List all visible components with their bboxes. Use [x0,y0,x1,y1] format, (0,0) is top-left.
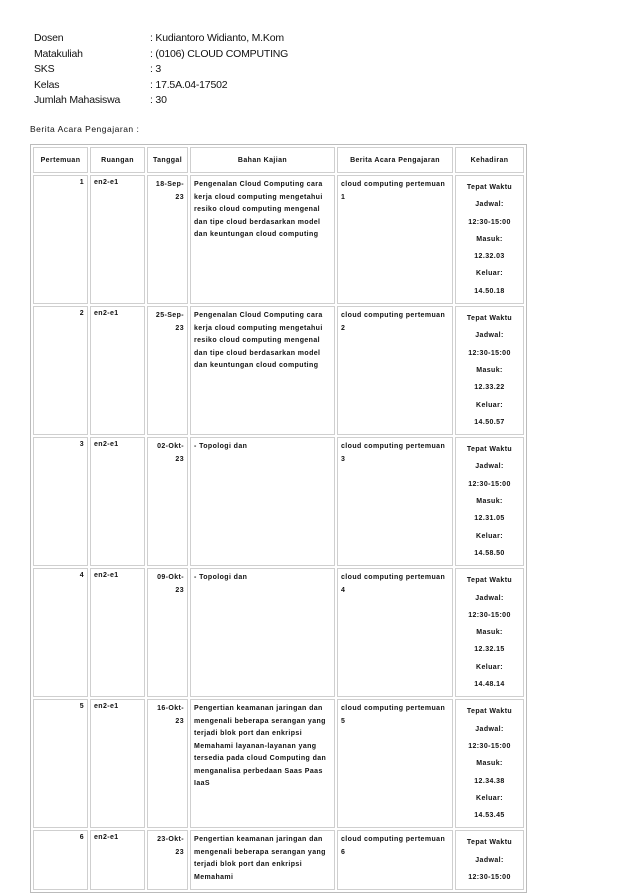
course-info [34,31,288,109]
table-row [33,437,524,566]
cell-tanggal: 02-Okt-23 [147,437,188,566]
cell-ruangan: en2-e1 [90,568,145,697]
schedule-time: 12:30-15:00 [468,742,511,750]
cell-tanggal: 23-Okt-23 [147,830,188,890]
check-in-label: Masuk: [476,498,503,506]
check-in-label: Masuk: [476,366,503,374]
header-kehadiran: Kehadiran [455,147,524,173]
cell-kehadiran [455,830,524,890]
schedule-time: 12:30-15:00 [468,349,511,357]
check-in-label: Masuk: [476,629,503,637]
cell-pertemuan: 5 [33,699,88,828]
cell-ruangan: en2-e1 [90,830,145,890]
header-pertemuan: Pertemuan [33,147,88,173]
info-row-jumlah-mahasiswa [34,93,288,109]
cell-pertemuan: 3 [33,437,88,566]
check-in-time: 12.34.38 [474,777,505,785]
cell-berita-acara: cloud computing pertemuan 5 [337,699,453,828]
info-row-sks [34,62,288,78]
check-in-time: 12.31.05 [474,515,505,523]
cell-pertemuan: 6 [33,830,88,890]
info-value: : 17.5A.04-17502 [150,78,228,91]
info-label: Jumlah Mahasiswa [34,94,121,106]
check-out-label: Keluar: [476,532,503,540]
cell-ruangan: en2-e1 [90,306,145,435]
header-berita-acara: Berita Acara Pengajaran [337,147,453,173]
cell-berita-acara: cloud computing pertemuan 4 [337,568,453,697]
cell-bahan-kajian: Pengenalan Cloud Computing cara kerja cloud computing mengetahui resiko cloud computing mengenal dan tipe cloud berdasarkan model dan keuntungan cloud computing [190,306,335,435]
info-value: : (0106) CLOUD COMPUTING [150,47,289,60]
attendance-status: Tepat Waktu [466,577,513,585]
header-ruangan: Ruangan [90,147,145,173]
cell-kehadiran [455,175,524,304]
table-row [33,568,524,697]
section-title: Berita Acara Pengajaran : [30,124,140,134]
info-value: : 30 [150,94,167,106]
header-tanggal: Tanggal [147,147,188,173]
cell-bahan-kajian: Pengertian keamanan jaringan dan mengenali beberapa serangan yang terjadi blok port dan enkripsi Memahami layanan-layanan yang tersedia pada cloud Computing dan menganalisa perbedaan Saas Paas IaaS [190,699,335,828]
check-in-label: Masuk: [476,235,503,243]
cell-kehadiran [455,699,524,828]
teaching-report-table [30,144,527,893]
info-label: SKS [34,63,55,75]
table-header-row [33,147,524,173]
schedule-label: Jadwal: [475,856,504,864]
attendance-status: Tepat Waktu [466,839,513,847]
info-row-matakuliah [34,47,288,63]
schedule-time: 12:30-15:00 [468,480,511,488]
table-row [33,306,524,435]
cell-ruangan: en2-e1 [90,437,145,566]
schedule-time: 12:30-15:00 [468,873,511,881]
attendance-status: Tepat Waktu [466,446,513,454]
info-value: : Kudiantoro Widianto, M.Kom [150,32,284,44]
check-out-time: 14.50.57 [474,418,505,426]
schedule-label: Jadwal: [475,463,504,471]
check-in-time: 12.32.15 [474,646,505,654]
cell-tanggal: 09-Okt-23 [147,568,188,697]
cell-pertemuan: 4 [33,568,88,697]
check-out-label: Keluar: [476,663,503,671]
info-row-dosen [34,31,288,47]
cell-pertemuan: 1 [33,175,88,304]
cell-kehadiran [455,437,524,566]
bahan-text: Pengertian keamanan jaringan dan mengenali beberapa serangan yang terjadi blok port dan enkripsi Memahami [194,836,326,881]
check-out-time: 14.53.45 [474,812,505,820]
table-row [33,699,524,828]
info-value: : 3 [150,63,162,75]
schedule-label: Jadwal: [475,201,504,209]
cell-tanggal: 18-Sep-23 [147,175,188,304]
info-label: Kelas [34,78,60,91]
check-in-time: 12.33.22 [474,384,505,392]
check-out-label: Keluar: [476,794,503,802]
cell-tanggal: 16-Okt-23 [147,699,188,828]
cell-bahan-kajian [190,830,335,890]
check-out-label: Keluar: [476,401,503,409]
cell-berita-acara: cloud computing pertemuan 6 [337,830,453,890]
cell-berita-acara: cloud computing pertemuan 2 [337,306,453,435]
check-out-time: 14.48.14 [474,681,505,689]
cell-bahan-kajian: Pengenalan Cloud Computing cara kerja cloud computing mengetahui resiko cloud computing mengenal dan tipe cloud berdasarkan model dan keuntungan cloud computing [190,175,335,304]
check-out-time: 14.58.50 [474,549,505,557]
attendance-status: Tepat Waktu [466,315,513,323]
schedule-time: 12:30-15:00 [468,611,511,619]
info-row-kelas [34,78,288,94]
table-row [33,830,524,890]
schedule-label: Jadwal: [475,725,504,733]
cell-kehadiran [455,568,524,697]
cell-bahan-kajian: - Topologi dan [190,568,335,697]
cell-berita-acara: cloud computing pertemuan 1 [337,175,453,304]
schedule-label: Jadwal: [475,332,504,340]
cell-tanggal: 25-Sep-23 [147,306,188,435]
cell-berita-acara: cloud computing pertemuan 3 [337,437,453,566]
cell-ruangan: en2-e1 [90,699,145,828]
check-in-time: 12.32.03 [474,253,505,261]
check-in-label: Masuk: [476,760,503,768]
schedule-time: 12:30-15:00 [468,218,511,226]
header-bahan-kajian: Bahan Kajian [190,147,335,173]
cell-pertemuan: 2 [33,306,88,435]
schedule-label: Jadwal: [475,594,504,602]
table-row [33,175,524,304]
cell-bahan-kajian: - Topologi dan [190,437,335,566]
attendance-status: Tepat Waktu [466,708,513,716]
cell-ruangan: en2-e1 [90,175,145,304]
check-out-time: 14.50.18 [474,287,505,295]
attendance-status: Tepat Waktu [466,184,513,191]
cell-kehadiran [455,306,524,435]
check-out-label: Keluar: [476,270,503,278]
info-label: Matakuliah [34,47,83,60]
info-label: Dosen [34,32,64,44]
